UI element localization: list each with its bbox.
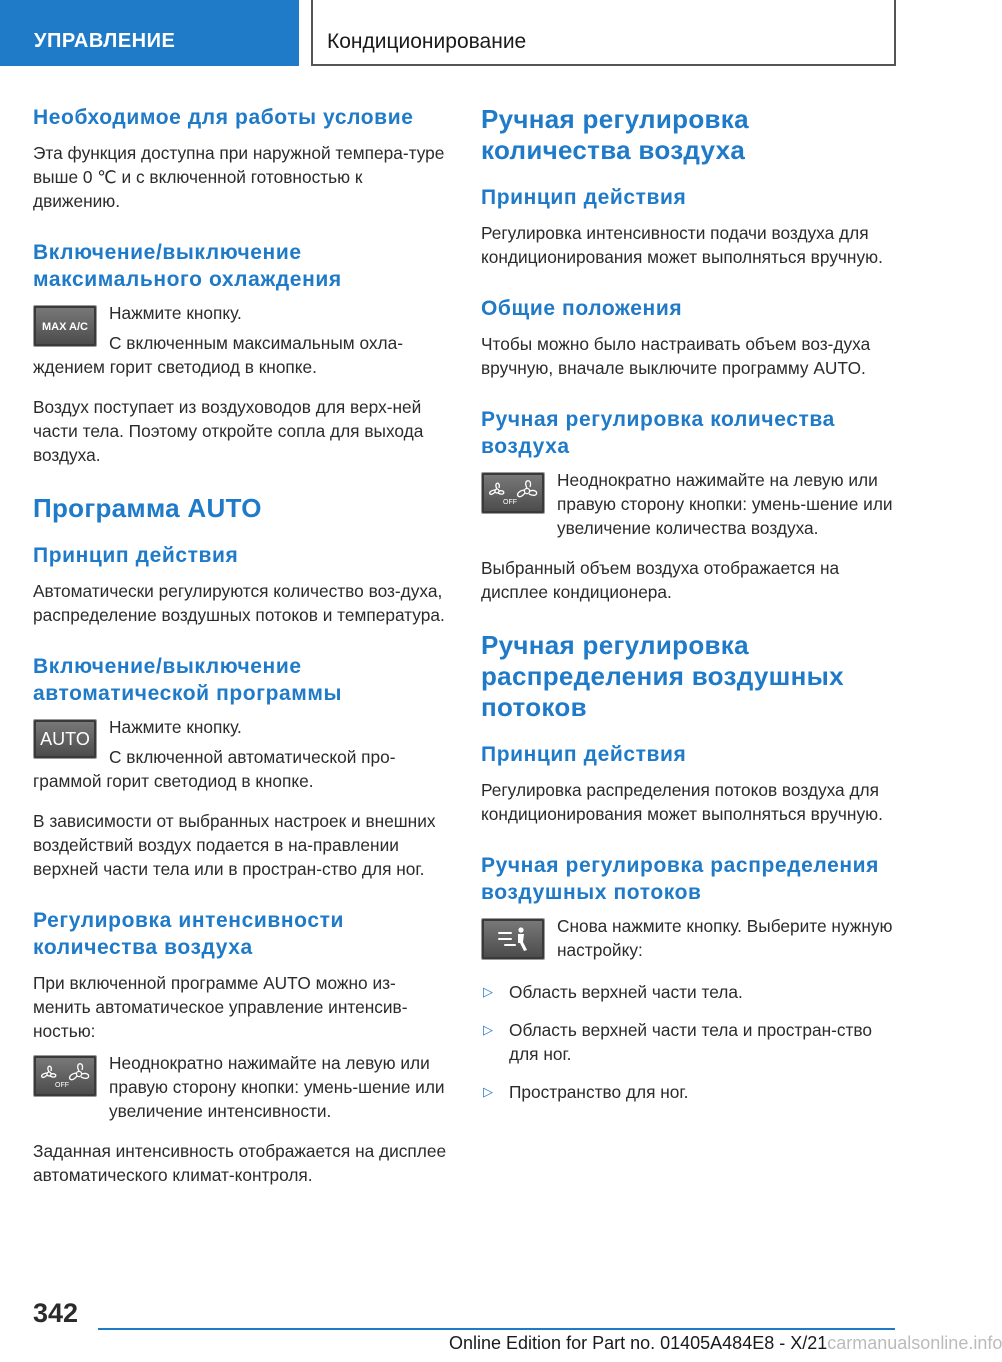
heading-manual-amount: Ручная регулировка количества воздуха — [481, 104, 749, 165]
auto-button-icon — [33, 719, 97, 759]
fan-speed-button-icon — [481, 472, 545, 514]
section-title: Кондиционирование — [311, 0, 896, 66]
max-ac-label-icon — [37, 316, 93, 336]
edition-text: Online Edition for Part no. 01405A484E8 - X/21 — [449, 1333, 828, 1353]
heading-auto-principle: Принцип действия — [33, 544, 239, 567]
list-item-text: Область верхней части тела. — [509, 982, 743, 1002]
heading-intensity: Регулировка интенсивности количества воздуха — [33, 909, 344, 959]
list-item — [481, 1018, 901, 1066]
principle-2-text: Регулировка распределения потоков воздуха для кондиционирования может выполняться вручную. — [481, 780, 883, 824]
heading-manual-distribution-2: Ручная регулировка распределения воздушных потоков — [481, 854, 879, 904]
heading-condition: Необходимое для работы условие — [33, 106, 414, 129]
auto-press: Нажмите кнопку. — [109, 717, 242, 737]
auto-label-icon — [35, 726, 95, 752]
fan-icon — [35, 1059, 95, 1093]
fan-off-text: OFF — [55, 1082, 69, 1089]
heading-principle-1: Принцип действия — [481, 186, 687, 209]
intensity-display: Заданная интенсивность отображается на дисплее автоматического климат-контроля. — [33, 1141, 447, 1185]
heading-manual-distribution: Ручная регулировка распределения воздушных потоков — [481, 630, 844, 722]
max-ac-text: MAX A/C — [41, 321, 89, 333]
footer-rule — [98, 1328, 895, 1330]
intensity-press: Неоднократно нажимайте на левую или правую сторону кнопки: умень-шение или увеличение интенсивности. — [109, 1053, 445, 1121]
maxac-press: Нажмите кнопку. — [109, 303, 242, 323]
auto-principle-text: Автоматически регулируются количество воз-духа, распределение воздушных потоков и температура. — [33, 581, 445, 625]
fan-off-text: OFF — [503, 499, 517, 506]
heading-auto-program: Программа AUTO — [33, 493, 262, 523]
distribution-instruction — [481, 914, 901, 968]
maxac-airflow: Воздух поступает из воздуховодов для верх-ней части тела. Поэтому откройте сопла для выхода воздуха. — [33, 397, 424, 465]
triangle-bullet-icon: ▷ — [483, 1084, 493, 1099]
fan-speed-button-icon — [33, 1055, 97, 1097]
heading-manual-amount-2: Ручная регулировка количества воздуха — [481, 408, 835, 458]
max-ac-button-icon — [33, 305, 97, 347]
triangle-bullet-icon: ▷ — [483, 984, 493, 999]
air-distribution-icon — [491, 923, 535, 955]
auto-direction: В зависимости от выбранных настроек и внешних воздействий воздух подается в на-правлении верхней части тела или в простран-ство для ног. — [33, 811, 436, 879]
footer-edition — [449, 1333, 1002, 1354]
heading-auto-onoff: Включение/выключение автоматической программы — [33, 655, 343, 705]
intensity-intro: При включенной программе AUTO можно из-менить автоматическое управление интенсив-ностью: — [33, 973, 408, 1041]
auto-text: AUTO — [40, 729, 90, 749]
heading-maxac: Включение/выключение максимального охлаждения — [33, 241, 342, 291]
intensity-instruction — [33, 1051, 449, 1129]
list-item-text: Область верхней части тела и простран-ство для ног. — [509, 1020, 873, 1064]
left-column — [33, 104, 449, 1187]
maxac-led: С включенным максимальным охла-ждением горит светодиод в кнопке. — [33, 333, 403, 377]
list-item-text: Пространство для ног. — [509, 1082, 689, 1102]
amount-instruction — [481, 468, 901, 546]
amount-display: Выбранный объем воздуха отображается на дисплее кондиционера. — [481, 558, 840, 602]
fan-icon — [483, 476, 543, 510]
principle-1-text: Регулировка интенсивности подачи воздуха для кондиционирования может выполняться вручную. — [481, 223, 883, 267]
watermark-text: carmanualsonline.info — [827, 1333, 1002, 1353]
chapter-tab: УПРАВЛЕНИЕ — [0, 0, 299, 66]
heading-general: Общие положения — [481, 297, 683, 320]
triangle-bullet-icon: ▷ — [483, 1022, 493, 1037]
auto-instruction — [33, 715, 449, 799]
paragraph-condition: Эта функция доступна при наружной темпера-туре выше 0 ℃ и с включенной готовностью к движению. — [33, 143, 445, 211]
distribution-press: Снова нажмите кнопку. Выберите нужную настройку: — [557, 916, 893, 960]
right-column — [481, 104, 901, 1118]
air-distribution-button-icon — [481, 918, 545, 960]
amount-press: Неоднократно нажимайте на левую или правую сторону кнопки: умень-шение или увеличение количества воздуха. — [557, 470, 893, 538]
distribution-options — [481, 980, 901, 1104]
page-number: 342 — [33, 1298, 79, 1328]
general-text: Чтобы можно было настраивать объем воз-духа вручную, вначале выключите программу AUTO. — [481, 334, 871, 378]
auto-led: С включенной автоматической про-граммой горит светодиод в кнопке. — [33, 747, 396, 791]
list-item — [481, 1080, 901, 1104]
maxac-instruction — [33, 301, 449, 385]
list-item — [481, 980, 901, 1004]
heading-principle-2: Принцип действия — [481, 743, 687, 766]
